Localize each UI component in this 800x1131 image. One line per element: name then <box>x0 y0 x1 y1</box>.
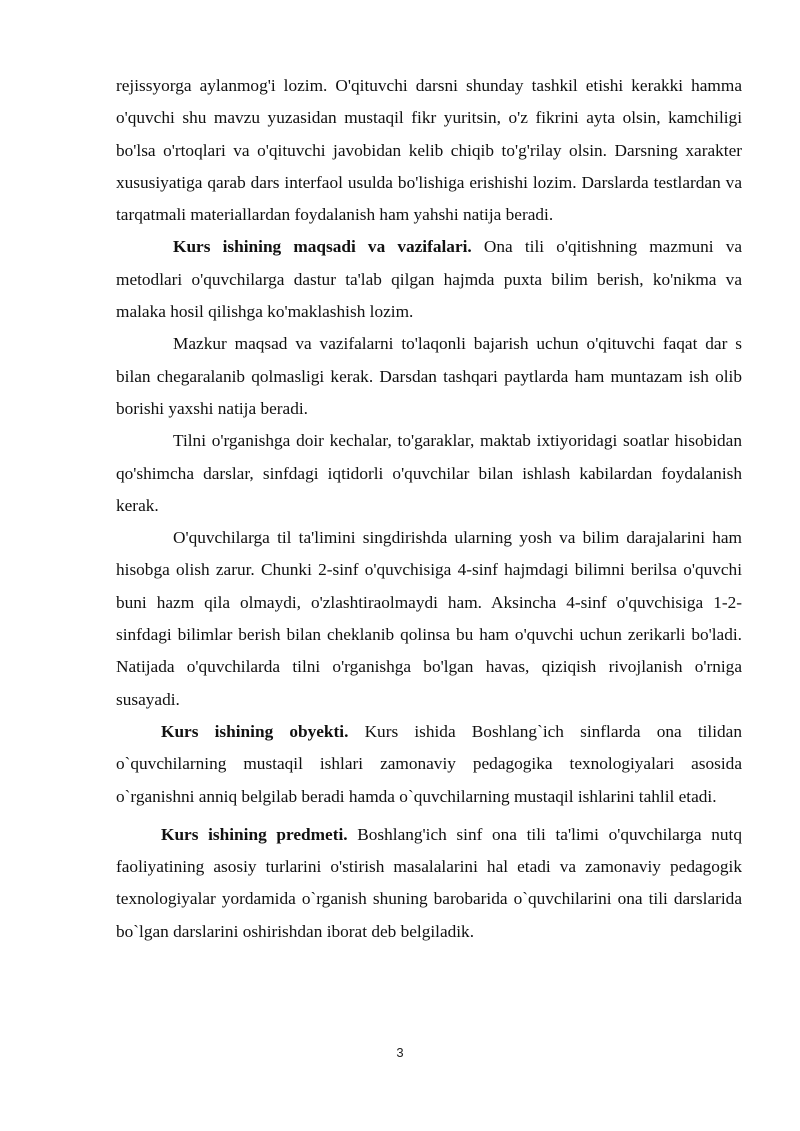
paragraph-subject <box>116 819 742 948</box>
paragraph-goals <box>116 231 742 328</box>
section-heading-object: Kurs ishining obyekti. <box>161 721 349 741</box>
paragraph-text: Kurs ishida Boshlang`ich sinflarda ona tilidan o`quvchilarning mustaqil ishlari zamonaviy pedagogika texnologiyalari asosida o`rganishni anniq belgilab beradi hamda o`quvchilarning mustaqil ishlarini tahlil etadi. <box>116 721 742 806</box>
paragraph-text: Boshlang'ich sinf ona tili ta'limi o'quvchilarga nutq faoliyatining asosiy turlarini o'stirish masalalarini hal etadi va zamonaviy pedagogik texnologiyalar yordamida o`rganish shuning barobarida o`quvchilarini ona tili darslarida bo`lgan darslarini oshirishdan iborat deb belgiladik. <box>116 824 742 941</box>
paragraph-extracurricular <box>116 425 742 522</box>
document-body <box>116 70 742 948</box>
section-heading-goals: Kurs ishining maqsadi va vazifalari. <box>173 237 472 257</box>
paragraph-text: O'quvchilarga til ta'limini singdirishda ularning yosh va bilim darajalarini ham hisobga olish zarur. Chunki 2-sinf o'quvchisiga 4-sinf hajmdagi bilimni berilsa o'quvchi buni hazm qila olmaydi, o'zlashtiraolmaydi ham. Aksincha 4-sinf o'quvchisiga 1-2-sinfdagi bilimlar berish bilan cheklanib qolinsa bu ham o'quvchi uchun zerikarli bo'ladi. Natijada o'quvchilarda tilni o'rganishga bo'lgan havas, qiziqish rivojlanish o'rniga susayadi. <box>116 528 742 709</box>
paragraph-text: rejissyorga aylanmog'i lozim. O'qituvchi darsni shunday tashkil etishi kerakki hamma o'quvchi shu mavzu yuzasidan mustaqil fikr yuritsin, o'z fikrini ayta olsin, kamchiligi bo'lsa o'rtoqlari va o'qituvchi javobidan kelib chiqib to'g'rilay olsin. Darsning xarakter xususiyatiga qarab dars interfaol usulda bo'lishiga erishishi lozim. Darslarda testlardan va tarqatmali materiallardan foydalanish ham yahshi natija beradi. <box>116 76 742 225</box>
paragraph-intro <box>116 70 742 231</box>
paragraph-age-levels <box>116 522 742 716</box>
page-number: 3 <box>396 1045 404 1060</box>
paragraph-object <box>116 716 742 813</box>
paragraph-tasks <box>116 328 742 425</box>
section-heading-subject: Kurs ishining predmeti. <box>161 824 348 844</box>
paragraph-text: Ona tili o'qitishning mazmuni va metodlari o'quvchilarga dastur ta'lab qilgan hajmda puxta bilim berish, ko'nikma va malaka hosil qilishga ko'maklashish lozim. <box>116 237 743 322</box>
paragraph-text: Mazkur maqsad va vazifalarni to'laqonli bajarish uchun o'qituvchi faqat dar s bilan chegaralanib qolmasligi kerak. Darsdan tashqari paytlarda ham muntazam ish olib borishi yaxshi natija beradi. <box>116 334 742 418</box>
paragraph-text: Tilni o'rganishga doir kechalar, to'garaklar, maktab ixtiyoridagi soatlar hisobidan qo'shimcha darslar, sinfdagi iqtidorli o'quvchilar bilan ishlash kabilardan foydalanish kerak. <box>116 431 742 515</box>
